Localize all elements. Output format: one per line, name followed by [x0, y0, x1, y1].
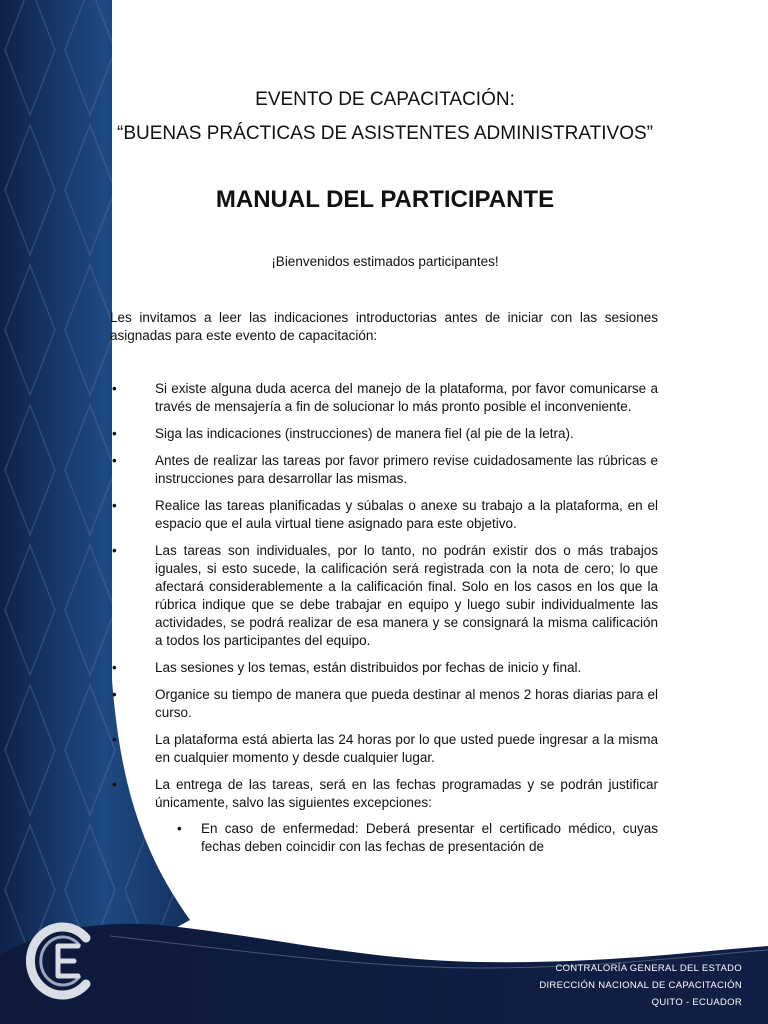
bullet: • [112, 687, 117, 702]
list-item-text: Las sesiones y los temas, están distribuidos por fechas de inicio y final. [155, 660, 582, 675]
footer-line: DIRECCIÓN NACIONAL DE CAPACITACIÓN [539, 980, 742, 991]
bullet: • [112, 660, 117, 675]
list-item-text: La plataforma está abierta las 24 horas por lo que usted puede ingresar a la misma en cualquier momento y desde cualquier lugar. [155, 732, 658, 765]
list-item-text: Antes de realizar las tareas por favor primero revise cuidadosamente las rúbricas e instrucciones para desarrollar las mismas. [155, 453, 658, 486]
rules-list [110, 380, 658, 865]
list-item-text: Si existe alguna duda acerca del manejo de la plataforma, por favor comunicarse a través de mensajería a fin de solucionar lo más pronto posible el inconveniente. [155, 381, 658, 414]
list-item [110, 731, 658, 767]
sub-list-item-text: En caso de enfermedad: Deberá presentar el certificado médico, cuyas fechas deben coincidir con las fechas de presentación de [201, 821, 658, 854]
welcome-text: ¡Bienvenidos estimados participantes! [271, 254, 499, 269]
list-item-text: La entrega de las tareas, será en las fechas programadas y se podrán justificar únicamente, salvo las siguientes excepciones: [155, 777, 658, 810]
footer-line: CONTRALORÍA GENERAL DEL ESTADO [555, 963, 742, 974]
bullet: • [112, 498, 117, 513]
sub-list-item [155, 820, 658, 856]
list-item-text: Realice las tareas planificadas y súbalas o anexe su trabajo a la plataforma, en el espacio que el aula virtual tiene asignado para este objetivo. [155, 498, 658, 531]
list-item [110, 452, 658, 488]
bullet: • [112, 453, 117, 468]
list-item [110, 686, 658, 722]
bullet: • [112, 426, 117, 441]
event-name: “BUENAS PRÁCTICAS DE ASISTENTES ADMINISTRATIVOS” [117, 123, 653, 144]
page-title: MANUAL DEL PARTICIPANTE [215, 186, 555, 213]
cge-logo-icon [20, 918, 100, 1004]
institution-footer [539, 960, 742, 1011]
list-item [110, 380, 658, 416]
sub-rules-list [155, 820, 658, 856]
list-item [110, 497, 658, 533]
footer-line: QUITO - ECUADOR [651, 997, 742, 1008]
bullet: • [112, 777, 117, 792]
list-item [110, 425, 658, 443]
list-item-text: Las tareas son individuales, por lo tanto, no podrán existir dos o más trabajos iguales, si esto sucede, la calificación será registrada con la nota de cero; lo que afectará considerablemente a la calificación final. Solo en los casos en los que la rúbrica indique que se debe trabajar en equipo y luego subir individualmente las actividades, se podrá realizar de esa manera y se consignará la misma calificación a todos los participantes del equipo. [155, 543, 658, 648]
bullet: • [112, 732, 117, 747]
event-heading: EVENTO DE CAPACITACIÓN: [255, 89, 515, 110]
bullet: • [112, 381, 117, 396]
bullet: • [112, 543, 117, 558]
list-item [110, 659, 658, 677]
list-item-text: Organice su tiempo de manera que pueda destinar al menos 2 horas diarias para el curso. [155, 687, 658, 720]
list-item [110, 542, 658, 650]
list-item-text: Siga las indicaciones (instrucciones) de manera fiel (al pie de la letra). [155, 426, 574, 441]
bullet: • [177, 821, 182, 836]
list-item [110, 776, 658, 856]
intro-paragraph: Les invitamos a leer las indicaciones introductorias antes de iniciar con las sesiones asignadas para este evento de capacitación: [110, 310, 658, 343]
